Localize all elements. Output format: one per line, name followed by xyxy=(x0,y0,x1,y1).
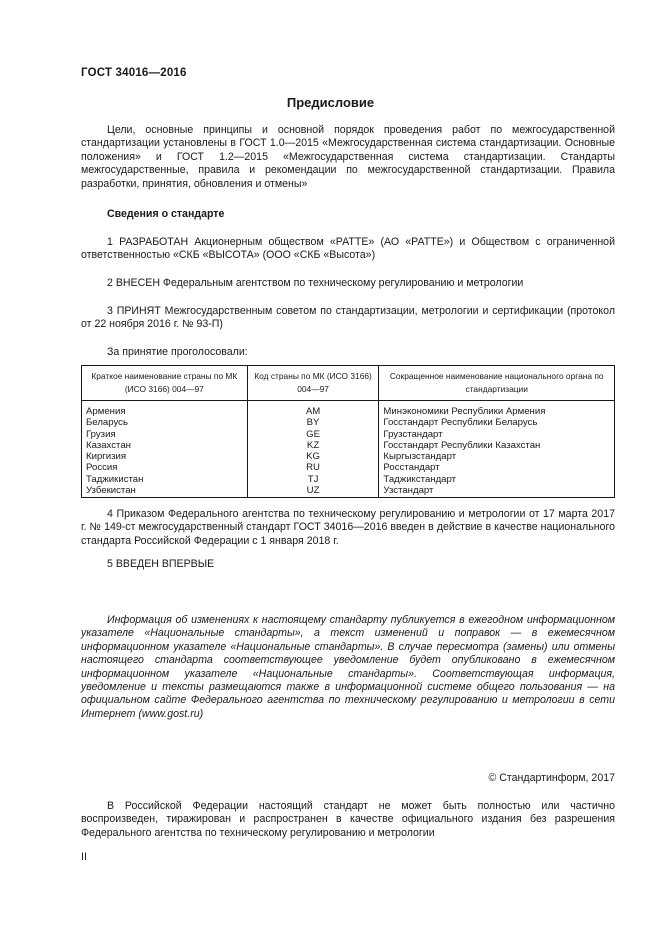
country-code-cell: KG xyxy=(247,451,379,462)
country-name-cell: Таджикистан xyxy=(82,474,248,485)
intro-paragraph: Цели, основные принципы и основной порядок проведения работ по межгосударственной стандартизации установлены в ГОСТ 1.0—2015 «Межгосударственная система стандартизации. Основные положения» и ГОСТ 1.2—2015 «Межгосударственная система стандартизации. Стандарты межгосударственные, правила и рекомендации по межгосударственной стандартизации. Правила разработки, принятия, обновления и отмены» xyxy=(81,124,615,190)
country-name-cell: Россия xyxy=(82,462,248,473)
table-row xyxy=(82,474,615,485)
country-code-cell: BY xyxy=(247,417,379,428)
item-5-paragraph: 5 ВВЕДЕН ВПЕРВЫЕ xyxy=(107,558,215,570)
voting-table xyxy=(81,365,615,498)
item-2-paragraph: 2 ВНЕСЕН Федеральным агентством по техническому регулированию и метрологии xyxy=(107,277,524,289)
country-code-cell: TJ xyxy=(247,474,379,485)
country-code-cell: AM xyxy=(247,401,379,418)
national-body-cell: Госстандарт Республики Казахстан xyxy=(379,440,615,451)
country-name-cell: Казахстан xyxy=(82,440,248,451)
country-code-cell: KZ xyxy=(247,440,379,451)
table-row xyxy=(82,417,615,428)
document-header: ГОСТ 34016—2016 xyxy=(81,67,187,79)
header-country-name: Краткое наименование страны по МК (ИСО 3166) 004—97 xyxy=(82,366,248,401)
country-code-cell: GE xyxy=(247,429,379,440)
country-name-cell: Беларусь xyxy=(82,417,248,428)
table-row xyxy=(82,401,615,418)
table-row xyxy=(82,485,615,498)
national-body-cell: Таджикстандарт xyxy=(379,474,615,485)
national-body-cell: Грузстандарт xyxy=(379,429,615,440)
voted-label: За принятие проголосовали: xyxy=(107,346,248,358)
header-national-body: Сокращенное наименование национального органа по стандартизации xyxy=(379,366,615,401)
country-name-cell: Киргизия xyxy=(82,451,248,462)
national-body-cell: Госстандарт Республики Беларусь xyxy=(379,417,615,428)
national-body-cell: Кыргызстандарт xyxy=(379,451,615,462)
table-row xyxy=(82,429,615,440)
info-note-paragraph: Информация об изменениях к настоящему стандарту публикуется в ежегодном информационном указателе «Национальные стандарты», а текст изменений и поправок — в ежемесячном информационном указателе «Национальные стандарты». В случае пересмотра (замены) или отмены настоящего стандарта соответствующее уведомление будет опубликовано в ежемесячном информационном указателе «Национальные стандарты». Соответствующая информация, уведомление и тексты размещаются также в информационной системе общего пользования — на официальном сайте Федерального агентства по техническому регулированию и метрологии в сети Интернет (www.gost.ru) xyxy=(81,614,615,720)
header-country-code: Код страны по МК (ИСО 3166) 004—97 xyxy=(247,366,379,401)
copyright-line: © Стандартинформ, 2017 xyxy=(488,772,615,784)
table-row xyxy=(82,462,615,473)
table-row xyxy=(82,440,615,451)
item-1-paragraph: 1 РАЗРАБОТАН Акционерным обществом «РАТТЕ» (АО «РАТТЕ») и Обществом с ограниченной ответственностью «СКБ «ВЫСОТА» (ООО «СКБ «Высота») xyxy=(81,236,615,262)
table-row xyxy=(82,451,615,462)
item-3-paragraph: 3 ПРИНЯТ Межгосударственным советом по стандартизации, метрологии и сертификации (протокол от 22 ноября 2016 г. № 93-П) xyxy=(81,305,615,331)
table-header-row xyxy=(82,366,615,401)
country-code-cell: RU xyxy=(247,462,379,473)
page-title: Предисловие xyxy=(286,95,375,110)
national-body-cell: Узстандарт xyxy=(379,485,615,498)
country-name-cell: Грузия xyxy=(82,429,248,440)
national-body-cell: Минэкономики Республики Армения xyxy=(379,401,615,418)
reproduction-notice: В Российской Федерации настоящий стандарт не может быть полностью или частично воспроизведен, тиражирован и распространен в качестве официального издания без разрешения Федерального агентства по техническому регулированию и метрологии xyxy=(81,800,615,839)
page-number: II xyxy=(81,851,87,863)
country-code-cell: UZ xyxy=(247,485,379,498)
national-body-cell: Росстандарт xyxy=(379,462,615,473)
item-4-paragraph: 4 Приказом Федерального агентства по техническому регулированию и метрологии от 17 марта 2017 г. № 149-ст межгосударственный стандарт ГОСТ 34016—2016 введен в действие в качестве национального стандарта Российской Федерации с 1 января 2018 г. xyxy=(81,508,615,547)
country-name-cell: Узбекистан xyxy=(82,485,248,498)
section-title: Сведения о стандарте xyxy=(107,208,225,220)
country-name-cell: Армения xyxy=(82,401,248,418)
